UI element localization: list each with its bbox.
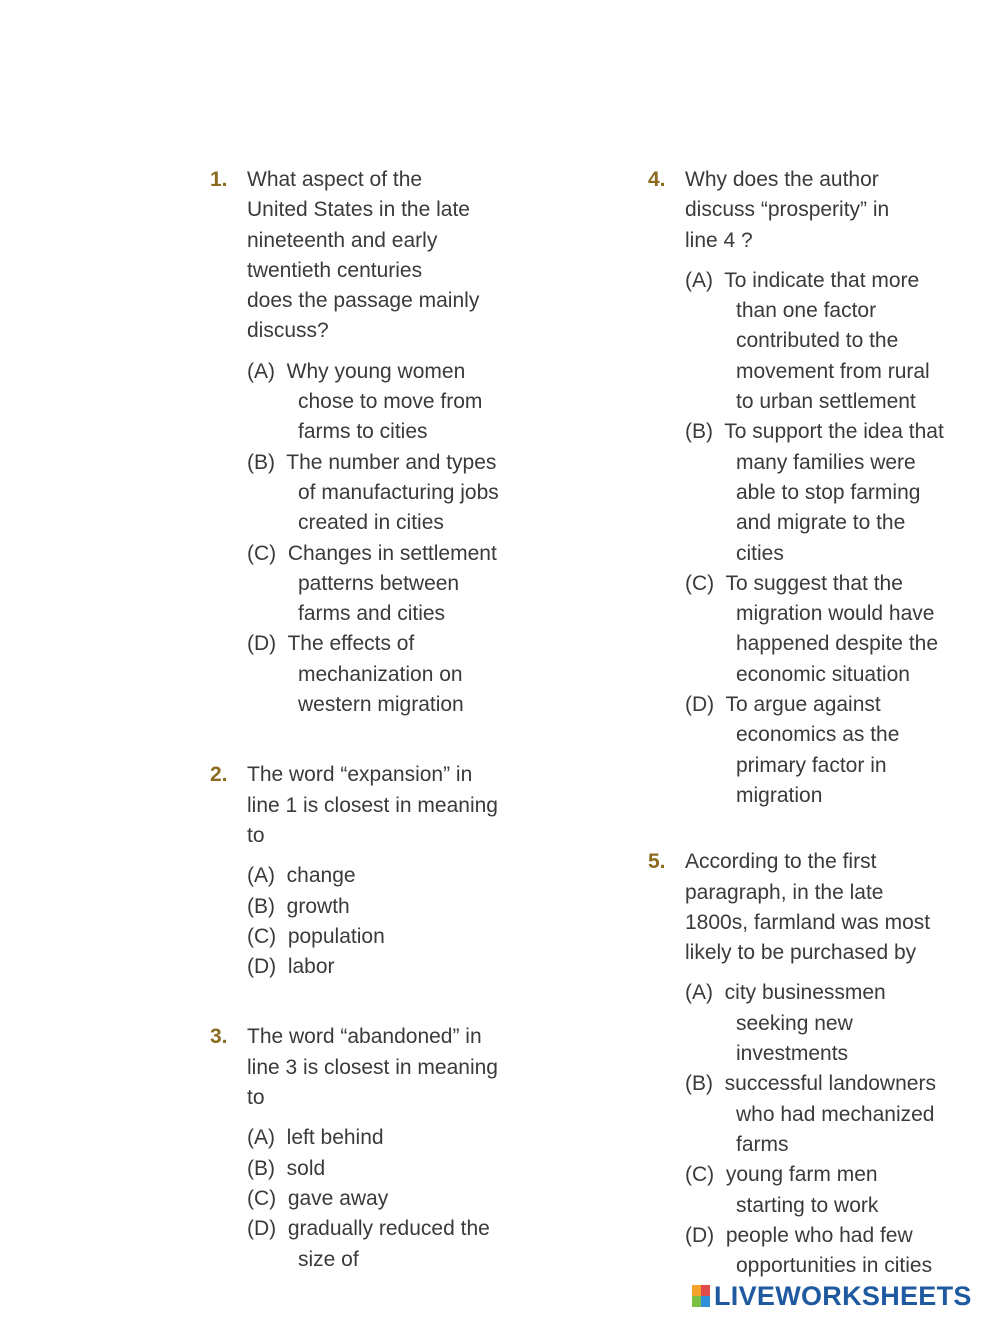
option-text-line: many families were <box>736 450 916 474</box>
answer-option-a[interactable] <box>247 357 510 448</box>
option-letter: (C) <box>685 571 715 595</box>
question-number: 3. <box>210 1025 228 1049</box>
option-text-line: created in cities <box>298 511 444 535</box>
option-text-line: economics as the <box>736 723 900 747</box>
option-text-line: people who had few <box>725 1223 913 1247</box>
question-4 <box>648 165 948 811</box>
question-text-line: The word “abandoned” in <box>247 1025 482 1049</box>
question-text-line: to <box>247 823 265 847</box>
option-text-line: gradually reduced the <box>287 1217 490 1241</box>
option-text-line: The effects of <box>287 632 415 656</box>
answer-option-d[interactable] <box>247 1214 510 1275</box>
option-text-line: primary factor in <box>736 753 887 777</box>
option-text-line: To suggest that the <box>725 571 903 595</box>
answer-option-c[interactable] <box>247 1184 510 1214</box>
option-text-line: To indicate that more <box>724 268 920 292</box>
option-letter: (D) <box>247 955 277 979</box>
option-text-line: to urban settlement <box>736 390 916 414</box>
option-text-line: To support the idea that <box>724 420 944 444</box>
left-column <box>210 165 510 1275</box>
question-text-line: discuss “prosperity” in <box>685 198 890 222</box>
question-number: 5. <box>648 850 666 874</box>
answer-options <box>247 1123 510 1274</box>
option-text-line: cities <box>736 541 784 565</box>
option-letter: (A) <box>685 268 713 292</box>
liveworksheets-logo[interactable] <box>692 1280 972 1312</box>
question-text-line: twentieth centuries <box>247 258 423 282</box>
option-letter: (D) <box>685 1223 715 1247</box>
question-text-line: Why does the author <box>685 168 879 191</box>
option-letter: (C) <box>247 1186 277 1210</box>
option-text-line: migration <box>736 783 823 807</box>
option-text-line: contributed to the <box>736 329 899 353</box>
option-text-line: of manufacturing jobs <box>298 480 499 504</box>
option-text-line: population <box>287 924 385 948</box>
option-letter: (B) <box>247 894 275 918</box>
option-text-line: patterns between <box>298 571 460 595</box>
option-text-line: starting to work <box>736 1193 879 1217</box>
answer-option-a[interactable] <box>247 861 510 891</box>
right-column <box>648 165 948 1281</box>
question-number: 2. <box>210 763 228 787</box>
answer-option-c[interactable] <box>685 569 948 690</box>
option-letter: (A) <box>685 981 713 1005</box>
option-text-line: investments <box>736 1042 849 1066</box>
question-text-line: to <box>247 1086 265 1110</box>
option-text-line: migration would have <box>736 602 935 626</box>
question-text <box>247 165 510 347</box>
option-text-line: western migration <box>298 693 464 717</box>
answer-option-b[interactable] <box>685 417 948 568</box>
answer-option-c[interactable] <box>247 922 510 952</box>
logo-text: LIVEWORKSHEETS <box>714 1280 972 1311</box>
question-text-line: nineteenth and early <box>247 228 438 252</box>
option-letter: (C) <box>685 1163 715 1187</box>
liveworksheets-logo-icon <box>692 1285 710 1307</box>
option-text-line: sold <box>286 1156 326 1180</box>
option-letter: (C) <box>247 924 277 948</box>
answer-option-b[interactable] <box>247 892 510 922</box>
option-letter: (C) <box>247 541 277 565</box>
question-text-line: United States in the late <box>247 198 470 222</box>
option-text-line: To argue against <box>725 693 881 717</box>
option-text-line: chose to move from <box>298 390 483 414</box>
option-text-line: growth <box>286 894 350 918</box>
option-letter: (A) <box>247 1126 275 1150</box>
answer-option-a[interactable] <box>685 266 948 417</box>
question-text-line: discuss? <box>247 319 329 343</box>
option-text-line: Why young women <box>286 359 466 383</box>
question-text-line: The word “expansion” in <box>247 763 473 787</box>
option-letter: (A) <box>247 864 275 888</box>
option-letter: (B) <box>247 450 275 474</box>
answer-option-b[interactable] <box>685 1069 948 1160</box>
question-text-line: What aspect of the <box>247 168 423 191</box>
question-text-line: paragraph, in the late <box>685 880 884 904</box>
option-letter: (D) <box>247 632 277 656</box>
option-letter: (B) <box>247 1156 275 1180</box>
question-text <box>247 1022 510 1113</box>
option-text-line: successful landowners <box>724 1072 936 1096</box>
option-text-line: seeking new <box>736 1011 853 1035</box>
option-letter: (B) <box>685 1072 713 1096</box>
answer-option-d[interactable] <box>247 629 510 720</box>
option-text-line: mechanization on <box>298 662 463 686</box>
option-letter: (D) <box>685 693 715 717</box>
option-text-line: The number and types <box>286 450 497 474</box>
option-text-line: than one factor <box>736 299 877 323</box>
answer-option-d[interactable] <box>685 690 948 811</box>
option-text-line: movement from rural <box>736 359 930 383</box>
question-text-line: line 3 is closest in meaning <box>247 1055 498 1079</box>
answer-option-a[interactable] <box>685 978 948 1069</box>
answer-option-d[interactable] <box>247 952 510 982</box>
option-text-line: change <box>286 864 356 888</box>
question-3 <box>210 1022 510 1274</box>
option-text-line: happened despite the <box>736 632 939 656</box>
question-text <box>685 165 948 256</box>
option-text-line: labor <box>287 955 335 979</box>
question-text <box>685 847 948 968</box>
answer-options <box>247 357 510 721</box>
answer-option-b[interactable] <box>247 1154 510 1184</box>
option-text-line: farms to cities <box>298 420 428 444</box>
option-text-line: city businessmen <box>724 981 886 1005</box>
option-text-line: young farm men <box>725 1163 878 1187</box>
question-text <box>247 760 510 851</box>
question-text-line: According to the first <box>685 850 877 874</box>
question-number: 1. <box>210 168 228 191</box>
question-5 <box>648 847 948 1281</box>
option-text-line: who had mechanized <box>736 1102 935 1126</box>
answer-option-a[interactable] <box>247 1123 510 1153</box>
question-1 <box>210 165 510 720</box>
question-text-line: 1800s, farmland was most <box>685 910 931 934</box>
question-text-line: line 4 ? <box>685 228 753 252</box>
option-text-line: farms and cities <box>298 602 446 626</box>
answer-option-d[interactable] <box>685 1221 948 1282</box>
question-text-line: does the passage mainly <box>247 289 480 313</box>
option-text-line: Changes in settlement <box>287 541 497 565</box>
option-letter: (A) <box>247 359 275 383</box>
answer-option-b[interactable] <box>247 448 510 539</box>
question-2 <box>210 760 510 982</box>
option-text-line: opportunities in cities <box>736 1254 933 1278</box>
option-text-line: gave away <box>287 1186 389 1210</box>
option-letter: (D) <box>247 1217 277 1241</box>
option-text-line: farms <box>736 1132 789 1156</box>
answer-options <box>685 978 948 1281</box>
question-number: 4. <box>648 168 666 191</box>
answer-option-c[interactable] <box>685 1160 948 1221</box>
question-text-line: likely to be purchased by <box>685 941 917 965</box>
answer-options <box>247 861 510 982</box>
option-text-line: size of <box>298 1247 359 1271</box>
answer-option-c[interactable] <box>247 539 510 630</box>
option-text-line: left behind <box>286 1126 384 1150</box>
question-text-line: line 1 is closest in meaning <box>247 793 498 817</box>
option-text-line: and migrate to the <box>736 511 906 535</box>
option-text-line: economic situation <box>736 662 910 686</box>
answer-options <box>685 266 948 811</box>
option-letter: (B) <box>685 420 713 444</box>
option-text-line: able to stop farming <box>736 480 921 504</box>
